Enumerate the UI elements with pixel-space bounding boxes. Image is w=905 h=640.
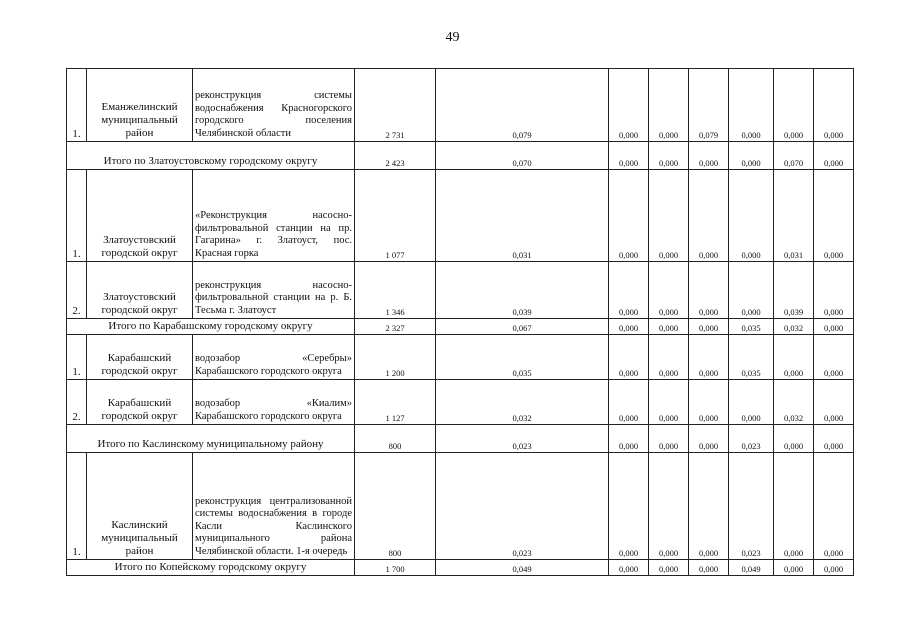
value-cell: 0,079 (689, 69, 729, 142)
municipality-cell: Златоустовский городской округ (87, 170, 193, 262)
row-number: 1. (67, 453, 87, 560)
value-cell: 0,000 (814, 453, 854, 560)
total-label: Итого по Златоустовскому городскому округу (67, 142, 355, 170)
value-cell: 0,032 (436, 380, 609, 425)
value-cell: 0,000 (689, 319, 729, 335)
value-cell: 0,000 (649, 453, 689, 560)
table-row (67, 69, 854, 142)
value-cell: 0,000 (774, 425, 814, 453)
value-cell: 0,067 (436, 319, 609, 335)
value-cell: 0,000 (689, 262, 729, 319)
table-row (67, 170, 854, 262)
data-table (66, 68, 854, 576)
value-cell: 0,023 (729, 425, 774, 453)
value-cell: 0,079 (436, 69, 609, 142)
value-cell: 0,000 (609, 335, 649, 380)
value-cell: 0,000 (814, 170, 854, 262)
value-cell: 0,039 (436, 262, 609, 319)
value-cell: 0,000 (649, 262, 689, 319)
value-cell: 0,039 (774, 262, 814, 319)
value-cell: 0,032 (774, 380, 814, 425)
value-cell: 0,000 (774, 335, 814, 380)
value-cell: 0,000 (609, 142, 649, 170)
value-cell: 0,031 (436, 170, 609, 262)
object-cell: реконструкция насосно-фильтровальной станции на р. Б. Тесьма г. Златоуст (193, 262, 355, 319)
value-cell: 0,000 (729, 69, 774, 142)
municipality-cell: Златоустовский городской округ (87, 262, 193, 319)
municipality-cell: Еманжелинский муниципальный район (87, 69, 193, 142)
value-cell: 0,031 (774, 170, 814, 262)
value-cell: 1 200 (355, 335, 436, 380)
value-cell: 0,000 (649, 319, 689, 335)
municipality-cell: Каслинский муниципальный район (87, 453, 193, 560)
value-cell: 0,070 (774, 142, 814, 170)
total-row (67, 319, 854, 335)
value-cell: 0,000 (774, 69, 814, 142)
value-cell: 0,023 (436, 453, 609, 560)
value-cell: 0,000 (689, 560, 729, 576)
object-cell: реконструкция системы водоснабжения Красногорского городского поселения Челябинской области (193, 69, 355, 142)
value-cell: 0,035 (436, 335, 609, 380)
value-cell: 800 (355, 425, 436, 453)
value-cell: 0,000 (729, 170, 774, 262)
total-row (67, 142, 854, 170)
value-cell: 1 077 (355, 170, 436, 262)
value-cell: 0,000 (609, 453, 649, 560)
value-cell: 0,032 (774, 319, 814, 335)
value-cell: 0,000 (689, 335, 729, 380)
row-number: 1. (67, 335, 87, 380)
value-cell: 0,000 (649, 142, 689, 170)
value-cell: 0,035 (729, 335, 774, 380)
value-cell: 0,070 (436, 142, 609, 170)
total-label: Итого по Каслинскому муниципальному району (67, 425, 355, 453)
row-number: 1. (67, 170, 87, 262)
value-cell: 0,000 (814, 335, 854, 380)
value-cell: 0,000 (814, 380, 854, 425)
value-cell: 0,000 (729, 142, 774, 170)
value-cell: 0,000 (689, 380, 729, 425)
value-cell: 0,000 (689, 453, 729, 560)
value-cell: 0,023 (729, 453, 774, 560)
value-cell: 800 (355, 453, 436, 560)
page-number: 49 (445, 30, 460, 45)
value-cell: 0,000 (609, 319, 649, 335)
value-cell: 0,000 (814, 425, 854, 453)
value-cell: 0,000 (689, 142, 729, 170)
value-cell: 0,000 (774, 560, 814, 576)
table-row (67, 380, 854, 425)
table-row (67, 335, 854, 380)
value-cell: 0,000 (689, 425, 729, 453)
value-cell: 0,000 (649, 380, 689, 425)
value-cell: 0,000 (649, 425, 689, 453)
table-row (67, 453, 854, 560)
value-cell: 1 346 (355, 262, 436, 319)
municipality-cell: Карабашский городской округ (87, 380, 193, 425)
value-cell: 0,000 (729, 380, 774, 425)
value-cell: 1 127 (355, 380, 436, 425)
object-cell: реконструкция централизованной системы водоснабжения в городе Касли Каслинского муниципального района Челябинской области. 1-я очередь (193, 453, 355, 560)
value-cell: 0,000 (814, 69, 854, 142)
row-number: 2. (67, 262, 87, 319)
object-cell: «Реконструкция насосно-фильтровальной станции на пр. Гагарина» г. Златоуст, пос. Красная горка (193, 170, 355, 262)
value-cell: 0,049 (729, 560, 774, 576)
value-cell: 1 700 (355, 560, 436, 576)
row-number: 2. (67, 380, 87, 425)
total-label: Итого по Копейскому городскому округу (67, 560, 355, 576)
value-cell: 0,000 (649, 335, 689, 380)
value-cell: 0,000 (609, 380, 649, 425)
municipality-cell: Карабашский городской округ (87, 335, 193, 380)
value-cell: 0,000 (814, 142, 854, 170)
value-cell: 0,000 (814, 319, 854, 335)
total-row (67, 425, 854, 453)
value-cell: 0,000 (609, 69, 649, 142)
value-cell: 2 731 (355, 69, 436, 142)
value-cell: 2 423 (355, 142, 436, 170)
total-label: Итого по Карабашскому городскому округу (67, 319, 355, 335)
total-row (67, 560, 854, 576)
table-row (67, 262, 854, 319)
value-cell: 0,000 (649, 560, 689, 576)
value-cell: 2 327 (355, 319, 436, 335)
value-cell: 0,000 (609, 425, 649, 453)
value-cell: 0,023 (436, 425, 609, 453)
value-cell: 0,000 (729, 262, 774, 319)
value-cell: 0,000 (814, 560, 854, 576)
object-cell: водозабор «Киалим» Карабашского городского округа (193, 380, 355, 425)
value-cell: 0,000 (649, 170, 689, 262)
object-cell: водозабор «Серебры» Карабашского городского округа (193, 335, 355, 380)
value-cell: 0,000 (689, 170, 729, 262)
value-cell: 0,049 (436, 560, 609, 576)
value-cell: 0,000 (609, 262, 649, 319)
value-cell: 0,000 (609, 560, 649, 576)
value-cell: 0,000 (649, 69, 689, 142)
value-cell: 0,000 (814, 262, 854, 319)
value-cell: 0,000 (774, 453, 814, 560)
value-cell: 0,000 (609, 170, 649, 262)
row-number: 1. (67, 69, 87, 142)
value-cell: 0,035 (729, 319, 774, 335)
